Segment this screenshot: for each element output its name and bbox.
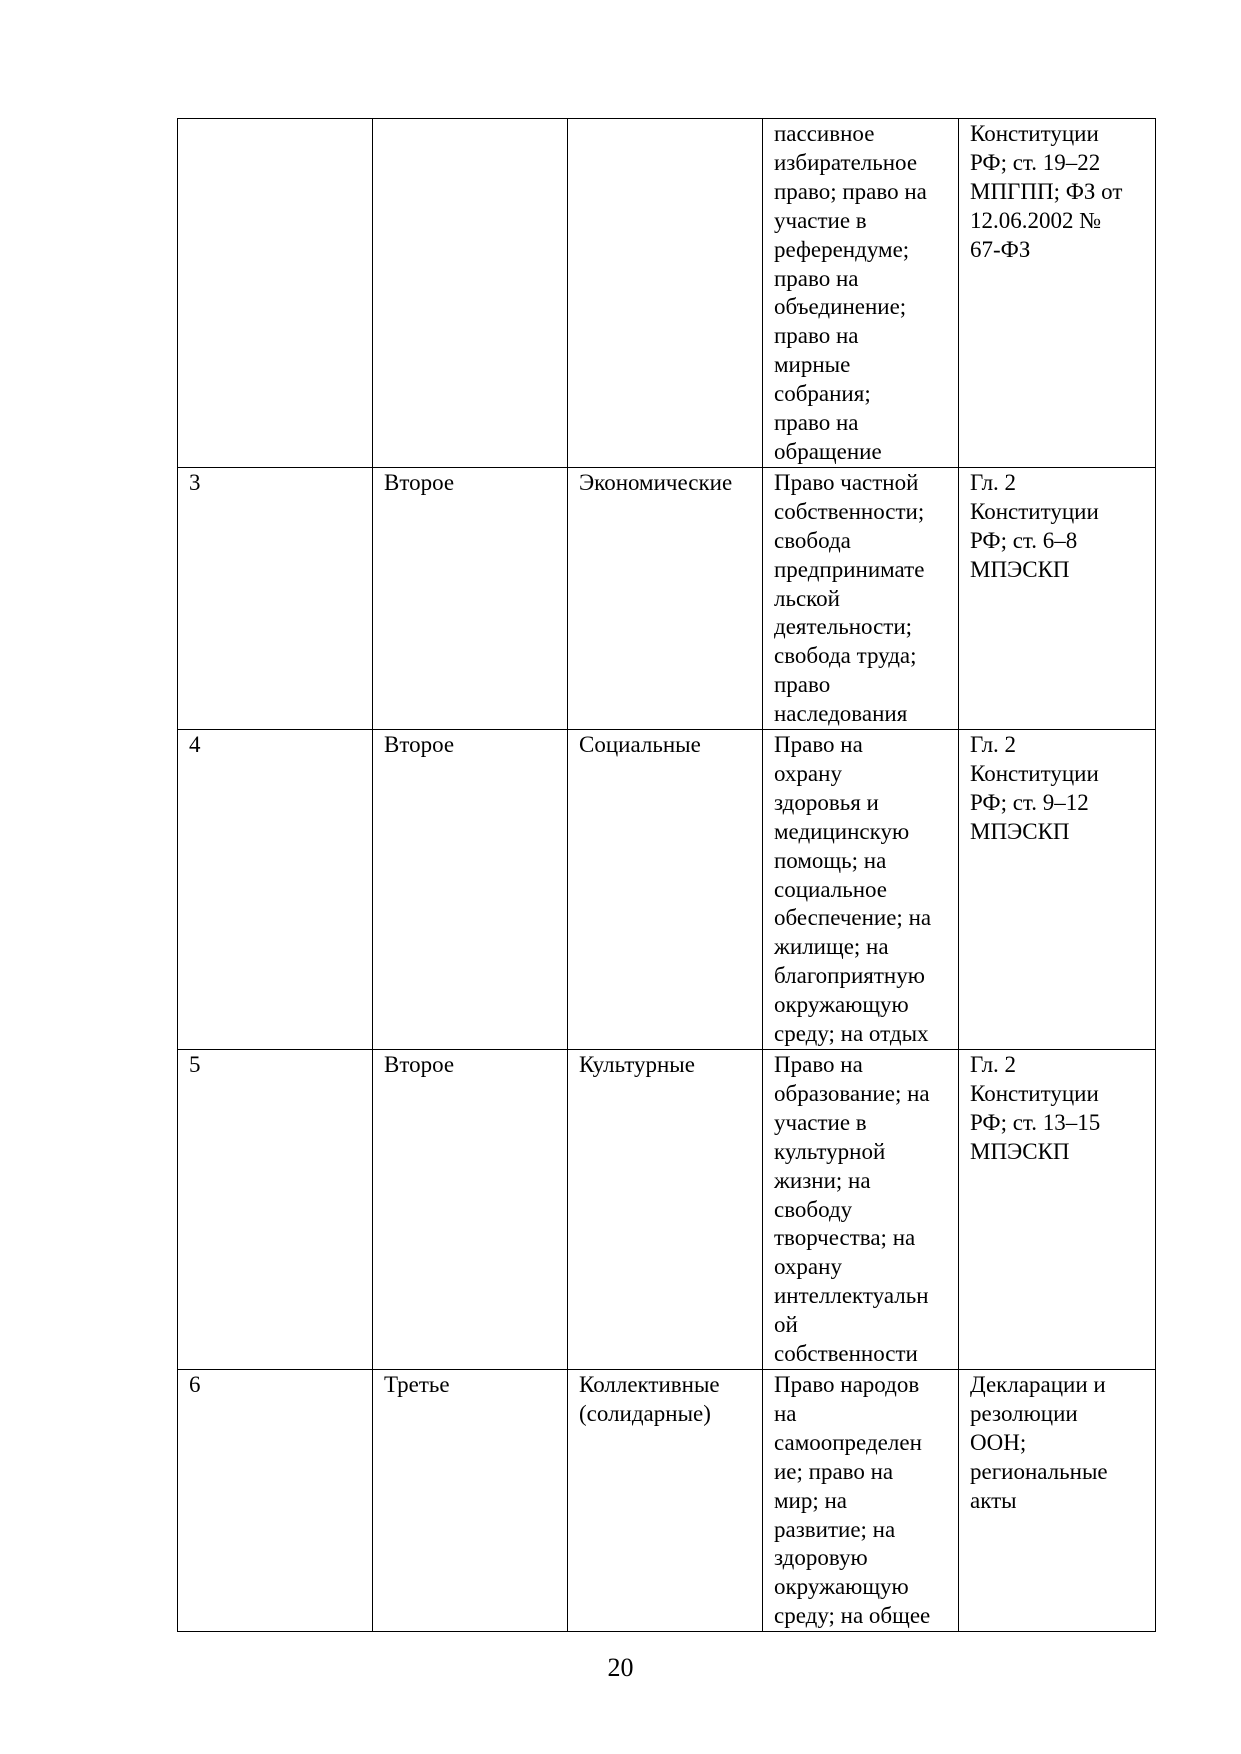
cell-rights — [763, 1369, 959, 1631]
cell-generation — [373, 730, 568, 1050]
category-text: Социальные — [579, 732, 701, 758]
sources-text: Конституции РФ; ст. 19–22 МПГПП; ФЗ от 12.06.2002 № 67-ФЗ — [970, 121, 1123, 262]
number-text: 4 — [189, 732, 201, 758]
cell-number — [178, 467, 373, 729]
cell-generation — [373, 467, 568, 729]
rights-text: Право на образование; на участие в культурной жизни; на свободу творчества; на охрану интеллектуальн ой собственности — [774, 1052, 930, 1367]
category-text: Экономические — [579, 469, 733, 495]
table-row — [178, 1050, 1156, 1370]
table-row — [178, 730, 1156, 1050]
cell-category — [568, 119, 763, 468]
cell-number — [178, 119, 373, 468]
cell-category — [568, 467, 763, 729]
generation-text: Второе — [384, 469, 455, 495]
cell-generation — [373, 119, 568, 468]
cell-sources — [959, 1050, 1156, 1370]
sources-text: Гл. 2 Конституции РФ; ст. 9–12 МПЭСКП — [970, 732, 1099, 844]
cell-sources — [959, 119, 1156, 468]
rights-text: Право народов на самоопределен ие; право на мир; на развитие; на здоровую окружающую среду; на общее — [774, 1371, 931, 1629]
generation-text: Третье — [384, 1371, 450, 1397]
table-row — [178, 119, 1156, 468]
cell-rights — [763, 119, 959, 468]
category-text: Культурные — [579, 1052, 695, 1077]
cell-rights — [763, 467, 959, 729]
cell-number — [178, 1050, 373, 1370]
page-number: 20 — [607, 1653, 634, 1682]
generation-text: Второе — [384, 1052, 455, 1077]
rights-table — [177, 118, 1156, 1632]
cell-generation — [373, 1050, 568, 1370]
table-row — [178, 467, 1156, 729]
number-text: 3 — [189, 469, 201, 495]
cell-number — [178, 730, 373, 1050]
cell-generation — [373, 1369, 568, 1631]
generation-text: Второе — [384, 732, 455, 758]
cell-sources — [959, 467, 1156, 729]
sources-text: Гл. 2 Конституции РФ; ст. 6–8 МПЭСКП — [970, 469, 1099, 582]
cell-sources — [959, 1369, 1156, 1631]
rights-text: Право на охрану здоровья и медицинскую помощь; на социальное обеспечение; на жилище; на благоприятную окружающую среду; на отдых — [774, 732, 932, 1047]
rights-text: Право частной собственности; свобода предпринимате льской деятельности; свобода труда; право наследования — [774, 469, 925, 727]
number-text: 6 — [189, 1371, 201, 1397]
cell-rights — [763, 730, 959, 1050]
cell-sources — [959, 730, 1156, 1050]
number-text: 5 — [189, 1052, 201, 1077]
sources-text: Гл. 2 Конституции РФ; ст. 13–15 МПЭСКП — [970, 1052, 1101, 1164]
cell-category — [568, 1050, 763, 1370]
table-row — [178, 1369, 1156, 1631]
cell-category — [568, 1369, 763, 1631]
cell-category — [568, 730, 763, 1050]
cell-rights — [763, 1050, 959, 1370]
rights-text: пассивное избирательное право; право на участие в референдуме; право на объединение; право на мирные собрания; право на обращение — [774, 121, 927, 464]
category-text: Коллективные (солидарные) — [579, 1371, 720, 1426]
cell-number — [178, 1369, 373, 1631]
sources-text: Декларации и резолюции ООН; региональные акты — [970, 1371, 1108, 1513]
